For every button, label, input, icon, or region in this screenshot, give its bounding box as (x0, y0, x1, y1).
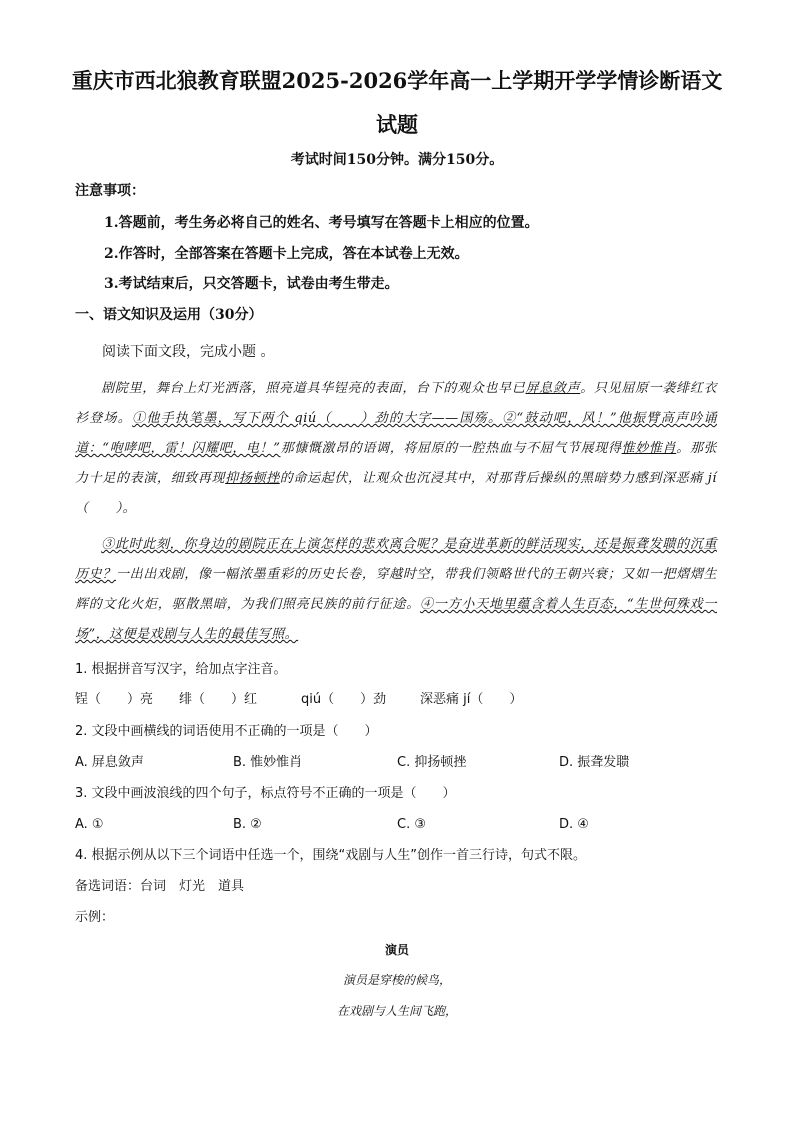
wavy-sentence-2: ②“鼓动吧，风！”他振臂高声吟诵道：“咆哮吧，雷！闪耀吧，电！” (75, 411, 717, 456)
exam-title-line1: 重庆市西北狼教育联盟2025-2026学年高一上学期开学学情诊断语文 (71, 68, 723, 93)
question-3-stem: 3. 文段中画波浪线的四个句子，标点符号不正确的一项是（ ） (75, 786, 456, 801)
q2-option-d: D. 振聋发聩 (559, 755, 630, 770)
underlined-phrase-2: 惟妙惟肖 (621, 441, 677, 456)
wavy-sentence-3: ③此时此刻，你身边的剧院正在上演怎样的悲欢离合呢？是奋进革新的鲜活现实，还是振聋发聩的沉重历史？ (75, 537, 717, 582)
poem-line-2: 在戏剧与人生间飞跑， (336, 1004, 457, 1018)
poem-line-1: 演员是穿梭的候鸟， (342, 973, 451, 987)
q3-option-c: C. ③ (397, 817, 426, 832)
notice-item-1: 1.答题前，考生务必将自己的姓名、考号填写在答题卡上相应的位置。 (104, 215, 539, 231)
q2-option-c: C. 抑扬顿挫 (397, 755, 467, 770)
pinyin-blank-4: 深恶痛 jí（ ） (420, 692, 523, 707)
passage-paragraph-1 (75, 374, 717, 524)
reading-intro: 阅读下面文段，完成小题 。 (102, 344, 275, 360)
pinyin-blank-1: 锃（ ）亮 (75, 692, 154, 707)
question-4-stem: 4. 根据示例从以下三个词语中任选一个，围绕“戏剧与人生”创作一首三行诗，句式不限。 (75, 848, 587, 863)
passage1-text-d: 。那张力十足的表演，细致再现 (75, 441, 717, 486)
q3-option-b: B. ② (233, 817, 262, 832)
poem-title: 演员 (384, 943, 409, 957)
q3-option-a: A. ① (75, 817, 104, 832)
underlined-phrase-1: 屏息敛声 (525, 381, 581, 396)
section-heading: 一、语文知识及运用（30分） (75, 307, 263, 323)
q3-option-d: D. ④ (559, 817, 589, 832)
pinyin-blank-3: qiú（ ）劲 (301, 692, 387, 707)
passage2-text-a: 一出出戏剧，像一幅浓墨重彩的历史长卷，穿越时空，带我们领略世代的王朝兴衰；又如一把熠熠生辉的文化火炬，驱散黑暗，为我们照亮民族的前行征途。 (75, 567, 717, 612)
question-2-stem: 2. 文段中画横线的词语使用不正确的一项是（ ） (75, 724, 378, 739)
passage1-text-c: 那慷慨激昂的语调，将屈原的一腔热血与不屈气节展现得 (280, 441, 622, 456)
wavy-sentence-1: ①他手执笔墨，写下两个 qiú（ ）劲的大字——国殇。 (132, 411, 503, 426)
wavy-sentence-4: ④一方小天地里蕴含着人生百态，“生世何殊戏一场”，这便是戏剧与人生的最佳写照。 (75, 597, 717, 642)
q2-option-a: A. 屏息敛声 (75, 755, 144, 770)
question-1-stem: 1. 根据拼音写汉字，给加点字注音。 (75, 662, 287, 677)
notice-heading: 注意事项： (75, 183, 145, 199)
notice-item-2: 2.作答时，全部答案在答题卡上完成，答在本试卷上无效。 (104, 246, 469, 262)
passage-paragraph-2 (75, 530, 717, 650)
question-4-example-label: 示例： (75, 910, 115, 925)
pinyin-blank-2: 绯（ ）红 (179, 692, 258, 707)
notice-item-3: 3.考试结束后，只交答题卡，试卷由考生带走。 (104, 276, 399, 292)
underlined-phrase-3: 抑扬顿挫 (225, 471, 280, 486)
exam-title-line2: 试题 (376, 112, 418, 137)
passage1-text-a: 剧院里，舞台上灯光洒落，照亮道具华锃亮的表面，台下的观众也早已 (101, 381, 526, 396)
passage1-text-e: 的命运起伏，让观众也沉浸其中，对那背后操纵的黑暗势力感到深恶痛 jí（ ）。 (75, 471, 717, 516)
question-4-choices: 备选词语：台词 灯光 道具 (75, 879, 245, 894)
passage1-text-b: 。只见屈原一袭绯红衣衫登场。 (75, 381, 717, 426)
exam-subtitle: 考试时间150分钟。满分150分。 (290, 152, 504, 168)
q2-option-b: B. 惟妙惟肖 (233, 755, 303, 770)
